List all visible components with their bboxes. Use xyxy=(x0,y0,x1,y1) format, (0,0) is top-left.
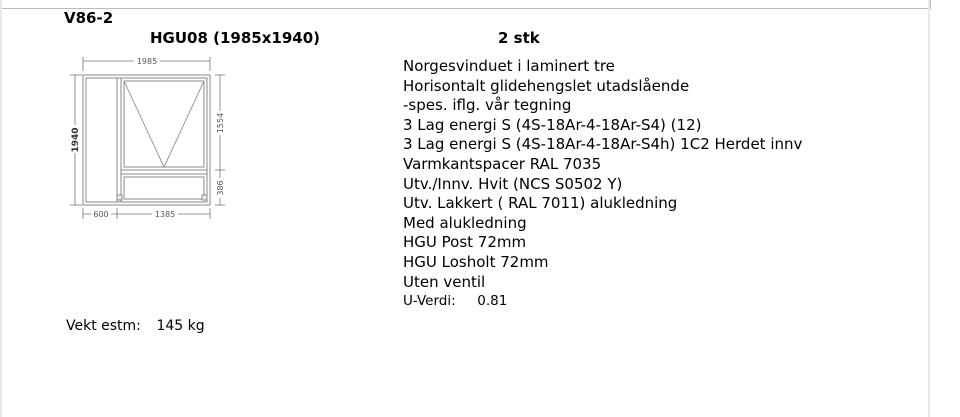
spec-line: Varmkantspacer RAL 7035 xyxy=(403,154,602,173)
dim-width-left: 600 xyxy=(93,210,109,219)
dim-width-total: 1985 xyxy=(136,57,158,66)
dim-width-right: 1385 xyxy=(154,210,176,219)
dim-height-upper: 1554 xyxy=(216,112,225,134)
spec-line: 3 Lag energi S (4S-18Ar-4-18Ar-S4h) 1C2 Herdet innv xyxy=(403,135,803,154)
page-right-border xyxy=(928,0,930,417)
spec-line: Utv./Innv. Hvit (NCS S0502 Y) xyxy=(403,174,623,193)
spec-line: -spes. iflg. vår tegning xyxy=(403,96,572,115)
weight-row xyxy=(66,318,205,334)
u-value-label: U-Verdi: xyxy=(403,293,456,309)
dim-height-lower: 386 xyxy=(216,180,225,196)
u-value: 0.81 xyxy=(477,293,508,309)
page-top-border xyxy=(0,0,931,9)
spec-line: Uten ventil xyxy=(403,272,486,291)
window-drawing xyxy=(60,55,230,230)
spec-line: HGU Post 72mm xyxy=(403,233,527,252)
weight-label: Vekt estm: xyxy=(66,318,141,334)
spec-line: HGU Losholt 72mm xyxy=(403,252,549,271)
spec-line: Horisontalt glidehengslet utadslående xyxy=(403,76,690,95)
weight-value: 145 kg xyxy=(156,318,205,334)
spec-line: Med alukledning xyxy=(403,213,527,232)
page-left-border xyxy=(0,0,2,417)
model-name: HGU08 (1985x1940) xyxy=(150,29,321,47)
u-value-row xyxy=(403,293,507,309)
spec-line: 3 Lag energi S (4S-18Ar-4-18Ar-S4) (12) xyxy=(403,115,702,134)
spec-line: Norgesvinduet i laminert tre xyxy=(403,57,615,75)
spec-line: Utv. Lakkert ( RAL 7011) alukledning xyxy=(403,194,678,213)
dim-height-total: 1940 xyxy=(71,127,81,153)
quantity: 2 stk xyxy=(498,29,540,47)
spec-list xyxy=(403,57,802,292)
position-id: V86-2 xyxy=(64,9,114,27)
